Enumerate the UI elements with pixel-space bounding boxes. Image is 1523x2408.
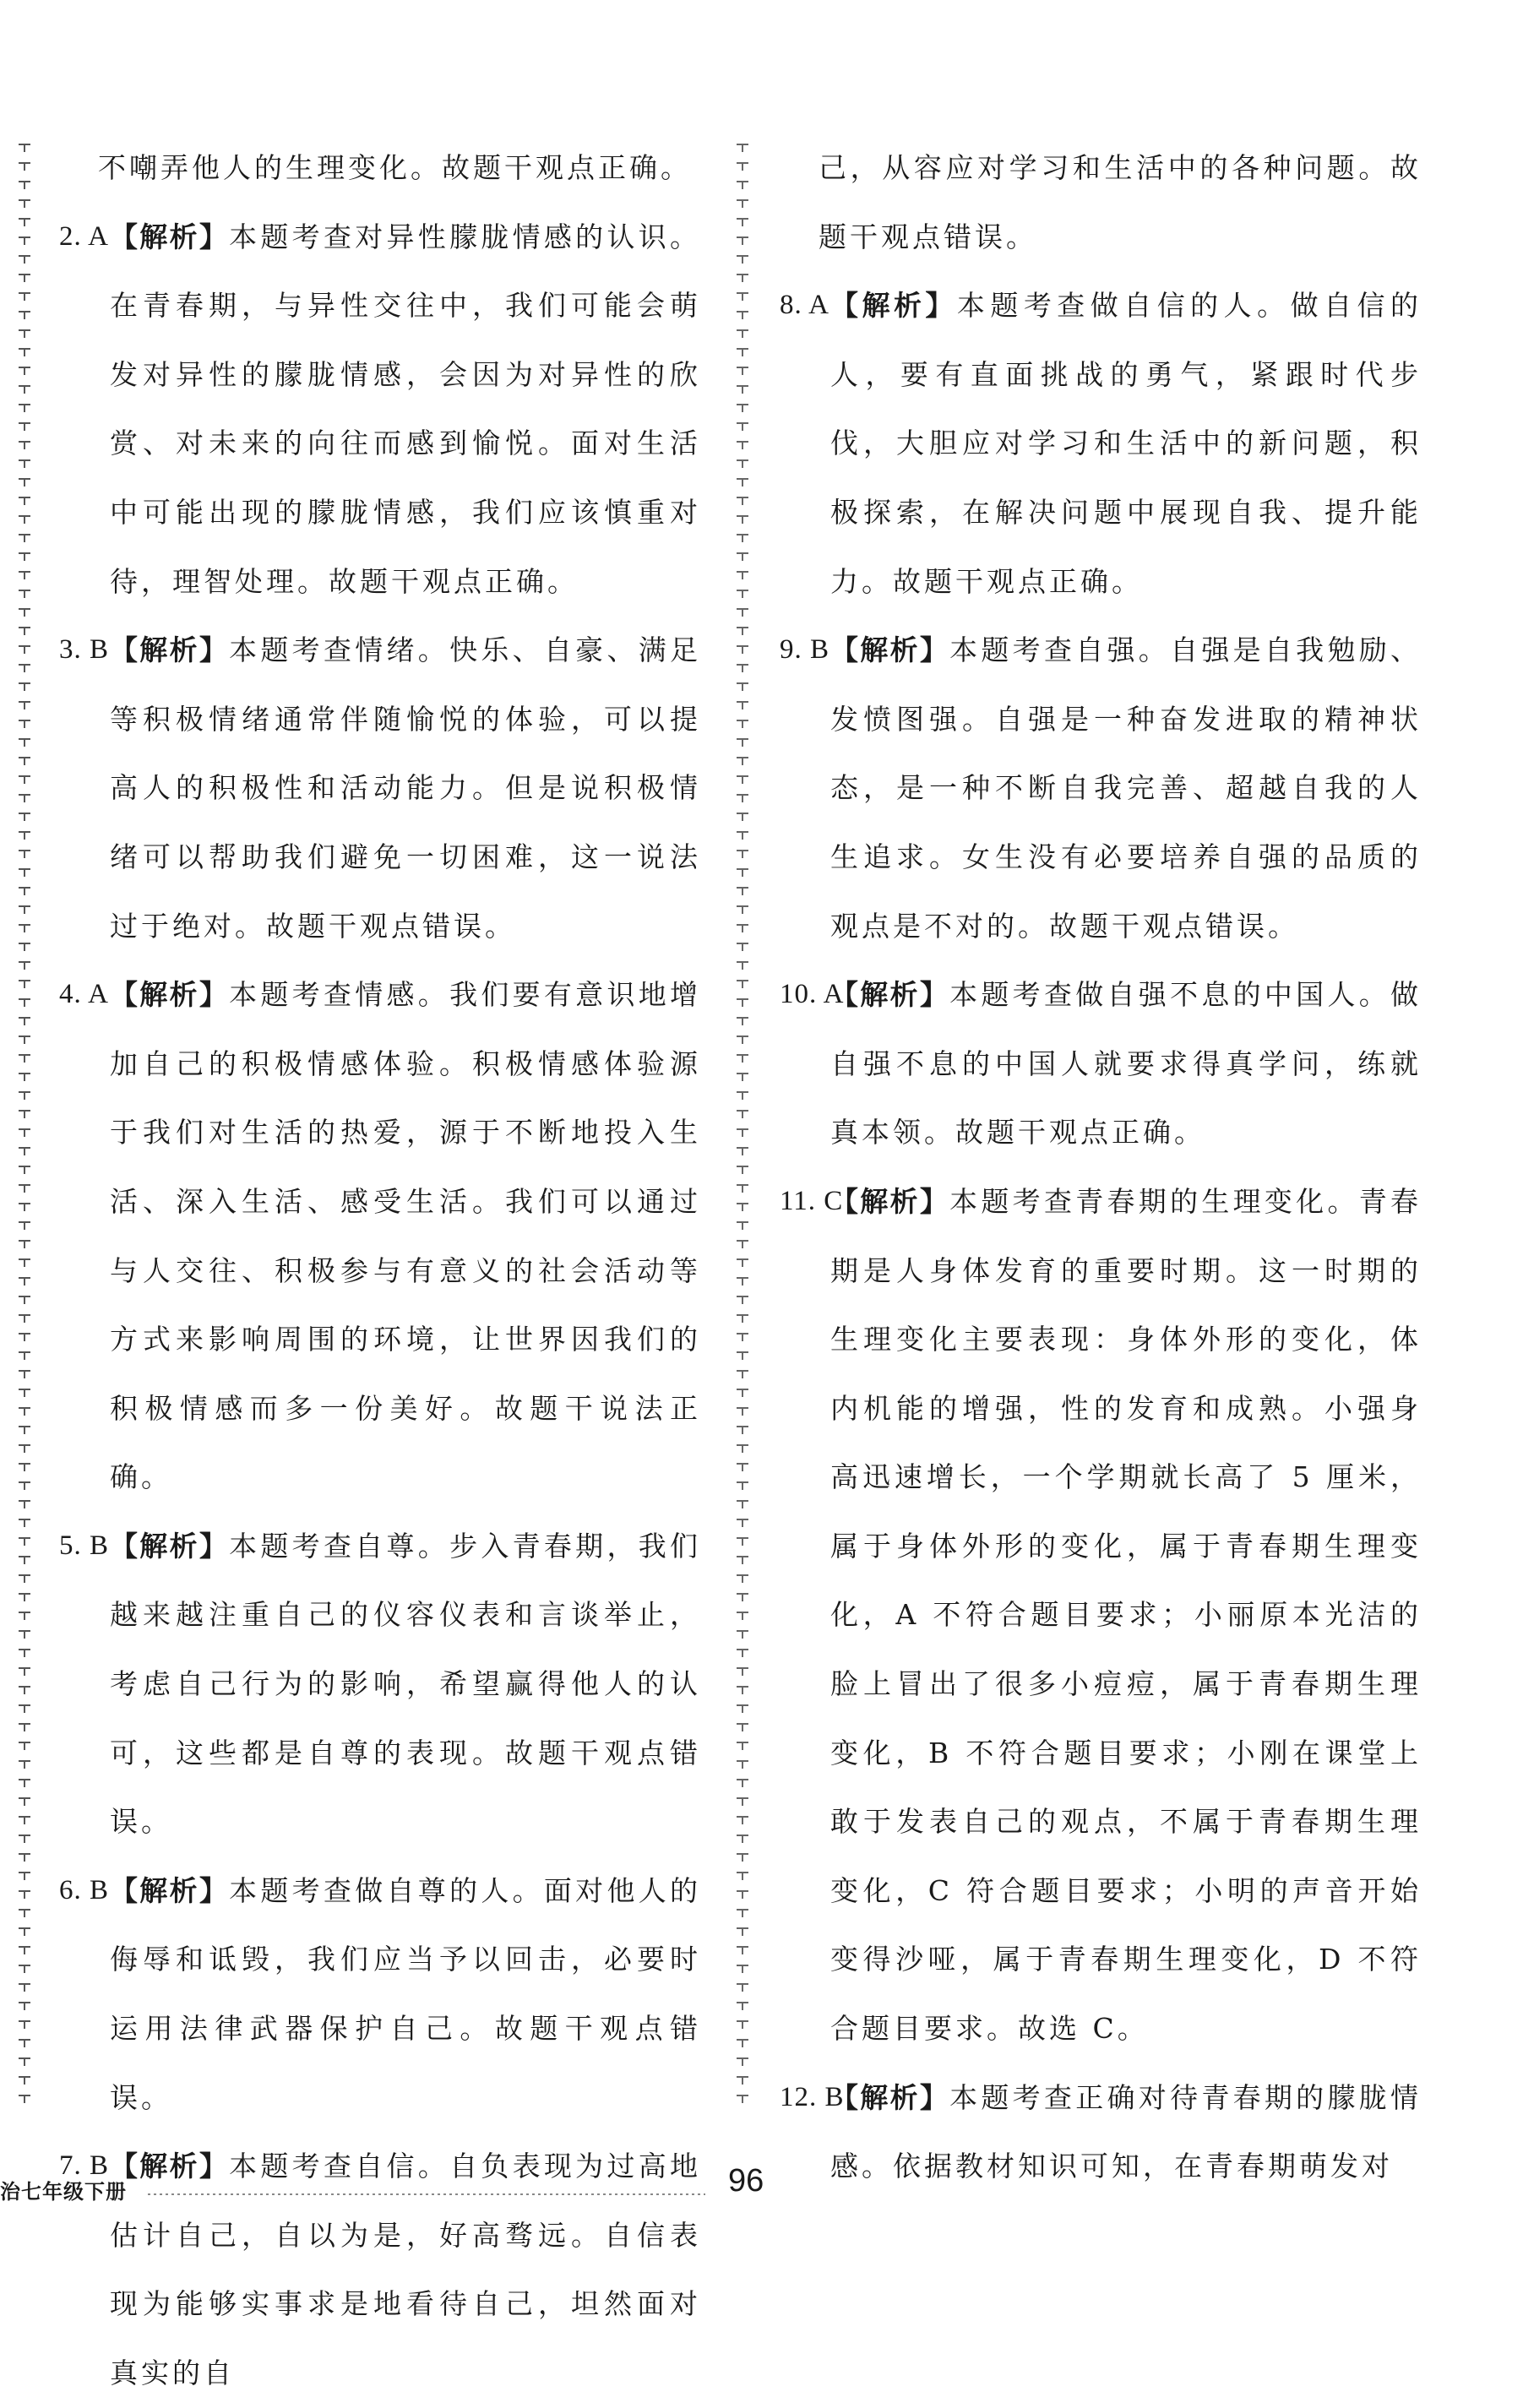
answer-number: 11. C [780, 1185, 844, 1216]
analysis-tag: 【解析】 [830, 1184, 950, 1218]
answer-item-continued [59, 133, 701, 203]
analysis-tag: 【解析】 [110, 1873, 230, 1907]
answer-number: 8. A [780, 290, 830, 321]
analysis-tag: 【解析】 [830, 2080, 950, 2114]
answer-item-8 [780, 271, 1422, 616]
answer-item-9 [780, 616, 1422, 960]
answer-number: 6. B [59, 1874, 110, 1905]
answer-text: 己，从容应对学习和生活中的各种问题。故题干观点错误。 [819, 151, 1422, 253]
analysis-tag: 【解析】 [110, 633, 230, 667]
answer-text: 不嘲弄他人的生理变化。故题干观点正确。 [98, 151, 692, 184]
answer-number: 12. B [780, 2081, 845, 2112]
answer-text: 本题考查青春期的生理变化。青春期是人身体发育的重要时期。这一时期的生理变化主要表现：身体外形的变化，体内机能的增强，性的发育和成熟。小强身高迅速增长，一个学期就长高了 5 厘米，属于身体外形的变化，属于青春期生理变化，A 不符合题目要求；小丽原本光洁的脸上冒出了很多小痘痘，属于青春期生理变化，B 不符合题目要求；小刚在课堂上敢于发表自己的观点，不属于青春期生理变化，C 符合题目要求；小明的声音开始变得沙哑，属于青春期生理变化，D 不符合题目要求。故选 C。 [830, 1184, 1422, 2046]
answer-text: 本题考查做自强不息的中国人。做自强不息的中国人就要求得真学问，练就真本领。故题干观点正确。 [830, 978, 1422, 1150]
answer-text: 本题考查做自信的人。做自信的人，要有直面挑战的勇气，紧跟时代步伐，大胆应对学习和生活中的新问题，积极探索，在解决问题中展现自我、提升能力。故题干观点正确。 [830, 289, 1422, 598]
analysis-tag: 【解析】 [830, 289, 957, 323]
page-footer [0, 2158, 764, 2209]
analysis-tag: 【解析】 [830, 633, 950, 667]
answer-text: 本题考查自信。自负表现为过高地估计自己，自以为是，好高骛远。自信表现为能够实事求是地看待自己，坦然面对真实的自 [110, 2150, 702, 2389]
answer-number: 10. A [780, 979, 845, 1010]
answer-item-6 [59, 1856, 701, 2132]
answer-item-11 [780, 1167, 1422, 2063]
answer-item-3 [59, 616, 701, 960]
analysis-tag: 【解析】 [110, 220, 230, 253]
answer-number: 3. B [59, 634, 110, 666]
answer-text: 本题考查对异性朦胧情感的认识。在青春期，与异性交往中，我们可能会萌发对异性的朦胧情感，会因为对异性的欣赏、对未来的向往而感到愉悦。面对生活中可能出现的朦胧情感，我们应该慎重对待，理智处理。故题干观点正确。 [110, 220, 702, 598]
answer-number: 4. A [59, 979, 110, 1010]
answer-item-4 [59, 960, 701, 1512]
answer-item-12 [780, 2063, 1422, 2201]
answer-text: 本题考查自尊。步入青春期，我们越来越注重自己的仪容仪表和言谈举止，考虑自己行为的影响，希望赢得他人的认可，这些都是自尊的表现。故题干观点错误。 [110, 1529, 702, 1839]
answer-number: 7. B [59, 2150, 110, 2182]
footer-book-label: 治七年级下册 [0, 2180, 127, 2204]
answer-item-10 [780, 960, 1422, 1167]
answer-text: 本题考查情感。我们要有意识地增加自己的积极情感体验。积极情感体验源于我们对生活的热爱，源于不断地投入生活、深入生活、感受生活。我们可以通过与人交往、积极参与有意义的社会活动等方式来影响周围的环境，让世界因我们的积极情感而多一份美好。故题干说法正确。 [110, 978, 702, 1494]
binding-cut-line [19, 144, 30, 2103]
analysis-tag: 【解析】 [110, 1529, 230, 1563]
footer-dotted-leader [148, 2193, 705, 2195]
left-column [59, 133, 701, 2408]
answer-text: 本题考查做自尊的人。面对他人的侮辱和诋毁，我们应当予以回击，必要时运用法律武器保护自己。故题干观点错误。 [110, 1873, 702, 2114]
answer-number: 2. A [59, 220, 110, 252]
answer-number: 5. B [59, 1530, 110, 1561]
page-number: 96 [728, 2163, 764, 2199]
answer-item-continued [780, 133, 1422, 271]
answer-text: 本题考查自强。自强是自我勉励、发愤图强。自强是一种奋发进取的精神状态，是一种不断自我完善、超越自我的人生追求。女生没有必要培养自强的品质的观点是不对的。故题干观点错误。 [830, 633, 1422, 943]
analysis-tag: 【解析】 [110, 978, 230, 1012]
analysis-tag: 【解析】 [830, 978, 950, 1012]
answer-text: 本题考查正确对待青春期的朦胧情感。依据教材知识可知，在青春期萌发对 [830, 2080, 1422, 2183]
right-column [780, 133, 1422, 2201]
answer-item-2 [59, 203, 701, 617]
answer-number: 9. B [780, 634, 830, 666]
answer-item-5 [59, 1512, 701, 1856]
column-divider [737, 144, 748, 2103]
answer-text: 本题考查情绪。快乐、自豪、满足等积极情绪通常伴随愉悦的体验，可以提高人的积极性和活动能力。但是说积极情绪可以帮助我们避免一切困难，这一说法过于绝对。故题干观点错误。 [110, 633, 702, 943]
analysis-tag: 【解析】 [110, 2150, 230, 2183]
